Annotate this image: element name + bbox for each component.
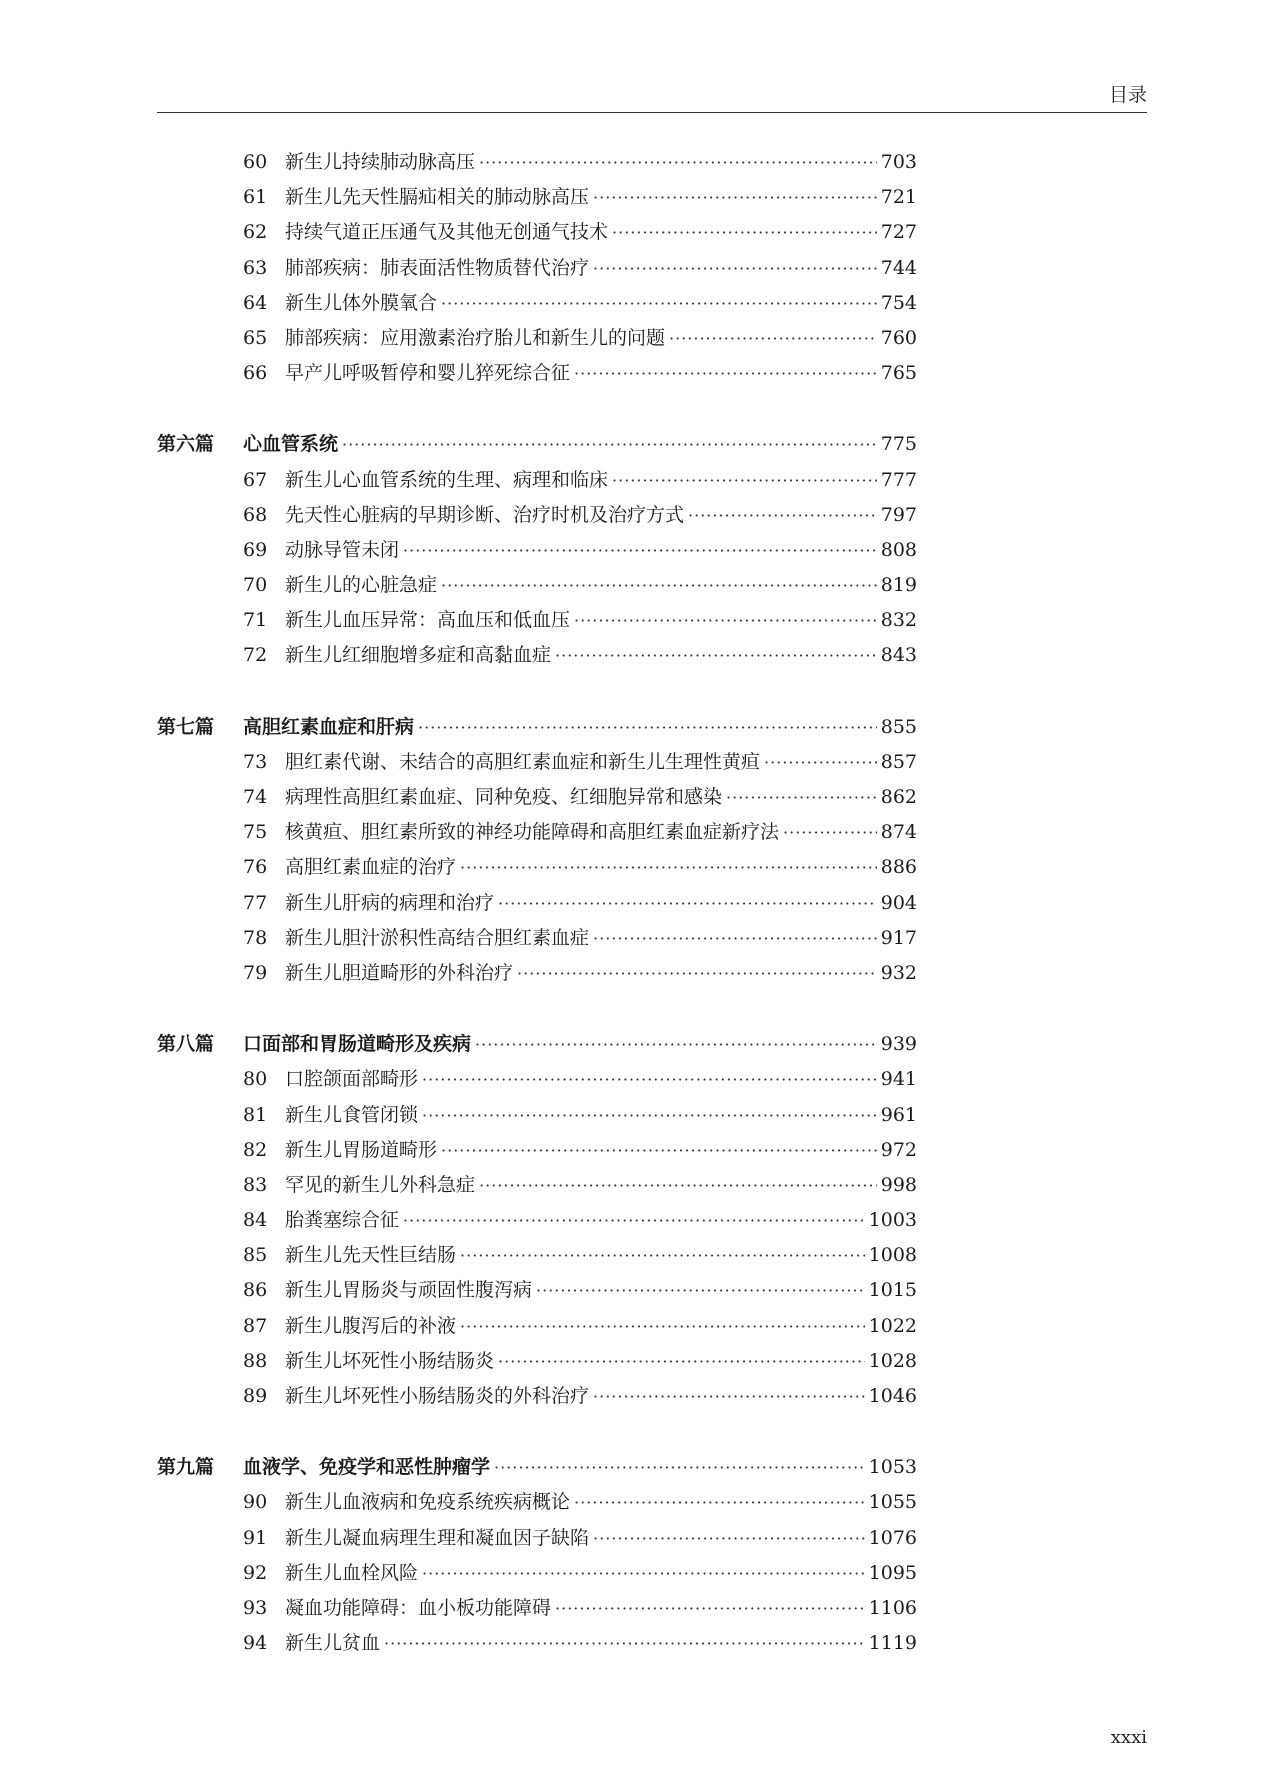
page-number: 727: [880, 221, 917, 244]
toc-chapter-entry[interactable]: [157, 1238, 917, 1273]
dot-leader: [384, 1626, 865, 1661]
chapter-number: 69: [243, 538, 268, 561]
page-number: 904: [880, 891, 917, 914]
part-label: 第七篇: [157, 715, 215, 738]
toc-chapter-entry[interactable]: [157, 251, 917, 286]
page-number: 874: [880, 821, 917, 844]
page-number: 857: [880, 750, 917, 773]
dot-leader: [460, 1238, 865, 1273]
chapter-number: 90: [243, 1491, 268, 1514]
toc-chapter-entry[interactable]: [157, 1309, 917, 1344]
chapter-number: 64: [243, 291, 268, 314]
chapter-number: 82: [243, 1138, 268, 1161]
chapter-number: 61: [243, 186, 268, 209]
toc-chapter-entry[interactable]: [157, 638, 917, 673]
chapter-title: 早产儿呼吸暂停和婴儿猝死综合征: [285, 362, 571, 385]
page-number: 1028: [868, 1349, 917, 1372]
chapter-title: 新生儿腹泻后的补液: [285, 1314, 457, 1337]
chapter-title: 新生儿凝血病理生理和凝血因子缺陷: [285, 1526, 590, 1549]
dot-leader: [498, 1344, 865, 1379]
table-of-contents: [157, 145, 917, 1661]
toc-chapter-entry[interactable]: [157, 568, 917, 603]
chapter-number: 89: [243, 1385, 268, 1407]
part-title: 口面部和胃肠道畸形及疾病: [243, 1033, 472, 1056]
chapter-number: 78: [243, 926, 268, 949]
dot-leader: [593, 251, 877, 286]
page-number: 754: [880, 291, 917, 314]
dot-leader: [555, 1591, 865, 1626]
dot-leader: [403, 1203, 865, 1238]
toc-chapter-entry[interactable]: [157, 1273, 917, 1308]
chapter-number: 81: [243, 1103, 268, 1126]
page-number: 1008: [868, 1244, 917, 1267]
toc-chapter-entry[interactable]: [157, 956, 917, 991]
dot-leader: [593, 180, 877, 215]
page-number: 1015: [868, 1279, 917, 1302]
chapter-number: 79: [243, 961, 268, 984]
page-number: 1119: [868, 1632, 917, 1655]
chapter-title: 持续气道正压通气及其他无创通气技术: [285, 221, 609, 244]
toc-chapter-entry[interactable]: [157, 921, 917, 956]
chapter-title: 新生儿血液病和免疫系统疾病概论: [285, 1491, 571, 1514]
dot-leader: [593, 921, 877, 956]
page-number: 917: [880, 926, 917, 949]
toc-part-entry[interactable]: [157, 710, 917, 745]
dot-leader: [517, 956, 877, 991]
toc-chapter-entry[interactable]: [157, 215, 917, 250]
toc-chapter-entry[interactable]: [157, 321, 917, 356]
page-number: 703: [880, 151, 917, 173]
dot-leader: [418, 710, 877, 745]
page-number: 775: [880, 433, 917, 456]
toc-chapter-entry[interactable]: [157, 533, 917, 568]
toc-chapter-entry[interactable]: [157, 850, 917, 885]
chapter-number: 87: [243, 1314, 268, 1337]
dot-leader: [669, 321, 877, 356]
part-label: 第八篇: [157, 1033, 215, 1056]
toc-chapter-entry[interactable]: [157, 145, 917, 180]
chapter-title: 先天性心脏病的早期诊断、治疗时机及治疗方式: [285, 503, 685, 526]
page-number: 1046: [868, 1385, 917, 1407]
toc-section: [157, 145, 917, 391]
toc-chapter-entry[interactable]: [157, 1098, 917, 1133]
toc-chapter-entry[interactable]: [157, 1062, 917, 1097]
part-title: 血液学、免疫学和恶性肿瘤学: [243, 1456, 491, 1479]
chapter-number: 93: [243, 1596, 268, 1619]
dot-leader: [403, 533, 877, 568]
dot-leader: [688, 498, 877, 533]
page-number: 832: [880, 609, 917, 632]
chapter-number: 65: [243, 326, 268, 349]
toc-chapter-entry[interactable]: [157, 463, 917, 498]
dot-leader: [574, 356, 877, 391]
dot-leader: [422, 1098, 877, 1133]
page-number: 721: [880, 186, 917, 209]
dot-leader: [498, 886, 877, 921]
chapter-number: 92: [243, 1561, 268, 1584]
chapter-title: 新生儿肝病的病理和治疗: [285, 891, 495, 914]
page-number: 972: [880, 1138, 917, 1161]
chapter-title: 动脉导管未闭: [285, 538, 400, 561]
dot-leader: [494, 1450, 865, 1485]
chapter-number: 66: [243, 362, 268, 385]
toc-chapter-entry[interactable]: [157, 1626, 917, 1661]
chapter-title: 新生儿食管闭锁: [285, 1103, 419, 1126]
toc-part-entry[interactable]: [157, 427, 917, 462]
toc-section: [157, 1450, 917, 1661]
dot-leader: [441, 1133, 877, 1168]
page-number: 1022: [868, 1314, 917, 1337]
chapter-title: 新生儿胃肠炎与顽固性腹泻病: [285, 1279, 533, 1302]
chapter-number: 68: [243, 503, 268, 526]
chapter-title: 新生儿的心脏急症: [285, 574, 438, 597]
running-head: 目录: [1108, 84, 1147, 106]
chapter-title: 新生儿持续肺动脉高压: [285, 151, 476, 173]
dot-leader: [555, 638, 877, 673]
dot-leader: [593, 1521, 865, 1556]
toc-chapter-entry[interactable]: [157, 1556, 917, 1591]
dot-leader: [612, 463, 877, 498]
chapter-number: 62: [243, 221, 268, 244]
chapter-number: 67: [243, 468, 268, 491]
chapter-title: 新生儿坏死性小肠结肠炎: [285, 1349, 495, 1372]
page-number: 886: [880, 856, 917, 879]
page-number: 843: [880, 644, 917, 667]
toc-section: [157, 710, 917, 992]
chapter-number: 85: [243, 1244, 268, 1267]
chapter-title: 新生儿血栓风险: [285, 1561, 419, 1584]
page-number: 932: [880, 961, 917, 984]
chapter-title: 高胆红素血症的治疗: [285, 856, 457, 879]
chapter-title: 新生儿胆道畸形的外科治疗: [285, 961, 514, 984]
chapter-title: 肺部疾病：应用激素治疗胎儿和新生儿的问题: [285, 326, 666, 349]
page-number: 1076: [868, 1526, 917, 1549]
chapter-title: 新生儿贫血: [285, 1632, 381, 1655]
toc-chapter-entry[interactable]: [157, 286, 917, 321]
toc-chapter-entry[interactable]: [157, 180, 917, 215]
toc-chapter-entry[interactable]: [157, 1344, 917, 1379]
page-number: 760: [880, 326, 917, 349]
page-number: 998: [880, 1173, 917, 1196]
chapter-title: 胎粪塞综合征: [285, 1209, 400, 1232]
dot-leader: [422, 1556, 865, 1591]
chapter-title: 新生儿先天性膈疝相关的肺动脉高压: [285, 186, 590, 209]
toc-chapter-entry[interactable]: [157, 1379, 917, 1414]
chapter-number: 74: [243, 786, 268, 808]
chapter-number: 60: [243, 151, 268, 173]
dot-leader: [612, 215, 877, 250]
toc-part-entry[interactable]: [157, 1450, 917, 1485]
toc-chapter-entry[interactable]: [157, 886, 917, 921]
page-number: 797: [880, 503, 917, 526]
page-folio: xxxi: [1110, 1727, 1147, 1748]
dot-leader: [574, 1485, 865, 1520]
page-number: 1053: [868, 1456, 917, 1479]
chapter-number: 86: [243, 1279, 268, 1302]
toc-section: [157, 427, 917, 673]
chapter-title: 病理性高胆红素血症、同种免疫、红细胞异常和感染: [285, 786, 723, 808]
dot-leader: [726, 780, 877, 815]
dot-leader: [460, 1309, 865, 1344]
chapter-number: 77: [243, 891, 268, 914]
chapter-title: 核黄疸、胆红素所致的神经功能障碍和高胆红素血症新疗法: [285, 821, 780, 844]
page-number: 1095: [868, 1561, 917, 1584]
chapter-number: 72: [243, 644, 268, 667]
dot-leader: [536, 1273, 865, 1308]
page-number: 808: [880, 538, 917, 561]
page-number: 939: [880, 1033, 917, 1056]
dot-leader: [479, 145, 877, 180]
toc-part-entry[interactable]: [157, 1027, 917, 1062]
toc-chapter-entry[interactable]: [157, 1591, 917, 1626]
chapter-number: 88: [243, 1349, 268, 1372]
toc-chapter-entry[interactable]: [157, 603, 917, 638]
chapter-number: 84: [243, 1209, 268, 1232]
chapter-number: 63: [243, 256, 268, 279]
chapter-title: 新生儿坏死性小肠结肠炎的外科治疗: [285, 1385, 590, 1407]
chapter-number: 73: [243, 750, 268, 773]
chapter-title: 新生儿红细胞增多症和高黏血症: [285, 644, 552, 667]
chapter-number: 70: [243, 574, 268, 597]
page-number: 961: [880, 1103, 917, 1126]
toc-chapter-entry[interactable]: [157, 498, 917, 533]
dot-leader: [475, 1027, 877, 1062]
dot-leader: [479, 1168, 877, 1203]
chapter-number: 75: [243, 821, 268, 844]
dot-leader: [441, 568, 877, 603]
chapter-number: 76: [243, 856, 268, 879]
chapter-title: 口腔颌面部畸形: [285, 1068, 419, 1091]
page-number: 855: [880, 715, 917, 738]
chapter-title: 新生儿心血管系统的生理、病理和临床: [285, 468, 609, 491]
chapter-title: 新生儿胃肠道畸形: [285, 1138, 438, 1161]
page-number: 1106: [868, 1596, 917, 1619]
page-header: [157, 78, 1147, 113]
dot-leader: [441, 286, 877, 321]
toc-chapter-entry[interactable]: [157, 745, 917, 780]
page-number: 765: [880, 362, 917, 385]
chapter-title: 罕见的新生儿外科急症: [285, 1173, 476, 1196]
page-number: 1055: [868, 1491, 917, 1514]
toc-chapter-entry[interactable]: [157, 1521, 917, 1556]
toc-chapter-entry[interactable]: [157, 780, 917, 815]
chapter-title: 新生儿先天性巨结肠: [285, 1244, 457, 1267]
page-number: 819: [880, 574, 917, 597]
toc-section: [157, 1027, 917, 1414]
chapter-title: 胆红素代谢、未结合的高胆红素血症和新生儿生理性黄疸: [285, 750, 761, 773]
chapter-title: 凝血功能障碍：血小板功能障碍: [285, 1596, 552, 1619]
dot-leader: [342, 427, 877, 462]
chapter-title: 肺部疾病：肺表面活性物质替代治疗: [285, 256, 590, 279]
chapter-number: 91: [243, 1526, 268, 1549]
page-number: 862: [880, 786, 917, 808]
dot-leader: [574, 603, 877, 638]
toc-chapter-entry[interactable]: [157, 1485, 917, 1520]
chapter-number: 71: [243, 609, 268, 632]
page-number: 1003: [868, 1209, 917, 1232]
part-title: 心血管系统: [243, 433, 339, 456]
toc-chapter-entry[interactable]: [157, 356, 917, 391]
dot-leader: [422, 1062, 877, 1097]
chapter-number: 80: [243, 1068, 268, 1091]
page-number: 744: [880, 256, 917, 279]
chapter-number: 94: [243, 1632, 268, 1655]
part-title: 高胆红素血症和肝病: [243, 715, 415, 738]
dot-leader: [764, 745, 877, 780]
dot-leader: [783, 815, 877, 850]
toc-chapter-entry[interactable]: [157, 815, 917, 850]
dot-leader: [460, 850, 877, 885]
part-label: 第九篇: [157, 1456, 215, 1479]
page-number: 941: [880, 1068, 917, 1091]
toc-chapter-entry[interactable]: [157, 1133, 917, 1168]
toc-chapter-entry[interactable]: [157, 1168, 917, 1203]
toc-chapter-entry[interactable]: [157, 1203, 917, 1238]
chapter-title: 新生儿血压异常：高血压和低血压: [285, 609, 571, 632]
chapter-title: 新生儿胆汁淤积性高结合胆红素血症: [285, 926, 590, 949]
chapter-title: 新生儿体外膜氧合: [285, 291, 438, 314]
part-label: 第六篇: [157, 433, 215, 456]
page-number: 777: [880, 468, 917, 491]
chapter-number: 83: [243, 1173, 268, 1196]
dot-leader: [593, 1379, 865, 1414]
